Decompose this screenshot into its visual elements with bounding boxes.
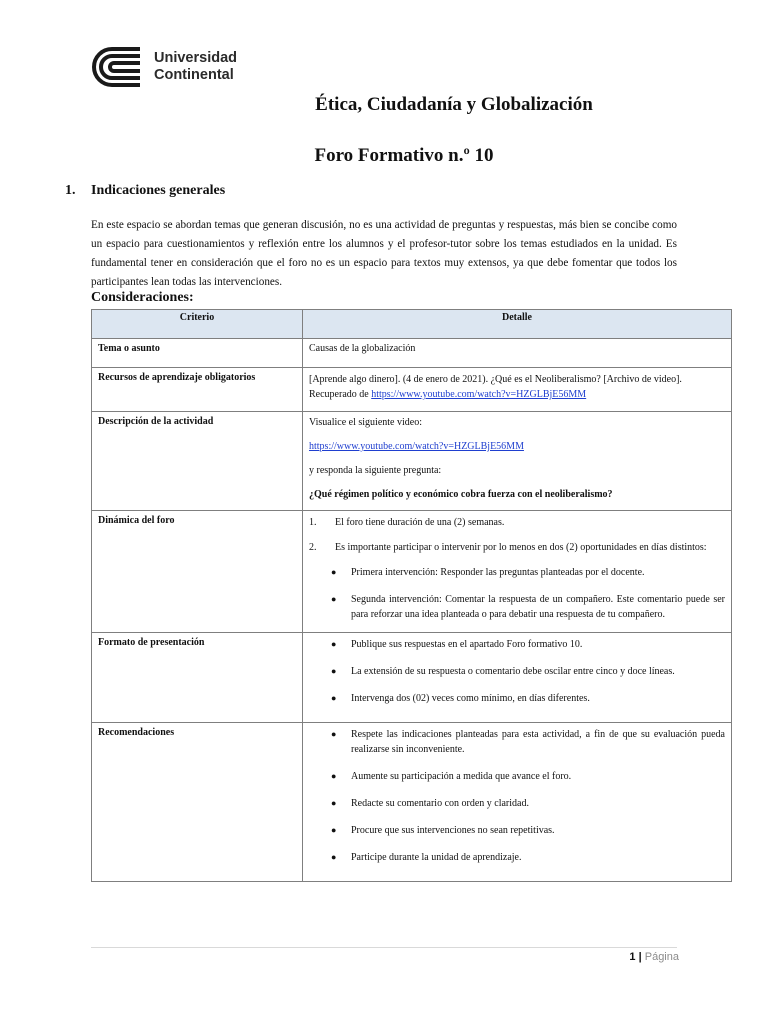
bullet-text: Primera intervención: Responder las preguntas planteadas por el docente.	[351, 567, 645, 578]
table-row	[92, 511, 732, 633]
item-text: Es importante participar o intervenir por lo menos en dos (2) oportunidades en días distintos:	[335, 542, 707, 553]
university-logo-icon	[90, 45, 146, 89]
instruction-text: Visualice el siguiente video:	[309, 417, 422, 428]
table-row	[92, 368, 732, 412]
bullet-icon: ●	[331, 798, 337, 808]
bullet-text: Aumente su participación a medida que avance el foro.	[351, 771, 572, 782]
bullet-icon: ●	[331, 771, 337, 781]
criterio-cell: Tema o asunto	[92, 339, 303, 368]
bullet-icon: ●	[331, 825, 337, 835]
header-criterio: Criterio	[92, 310, 303, 339]
considerations-table	[91, 309, 732, 882]
header-detalle: Detalle	[303, 310, 732, 339]
item-text: El foro tiene duración de una (2) semanas.	[335, 517, 505, 528]
item-number: 1.	[309, 517, 317, 528]
page-label: Página	[644, 951, 679, 963]
table-row	[92, 633, 732, 723]
video-link[interactable]: https://www.youtube.com/watch?v=HZGLBjE56MM	[309, 441, 524, 452]
page-separator: |	[638, 951, 642, 963]
bullet-text: Intervenga dos (02) veces como mínimo, en días diferentes.	[351, 693, 590, 704]
forum-title: Foro Formativo n.º 10	[314, 145, 494, 166]
bullet-text: Respete las indicaciones planteadas para esta actividad, a fin de que su evaluación pueda realizarse sin inconveniente.	[351, 729, 725, 755]
considerations-label: Consideraciones:	[91, 290, 194, 305]
bullet-text: La extensión de su respuesta o comentario debe oscilar entre cinco y doce líneas.	[351, 666, 675, 677]
bullet-item	[331, 823, 725, 838]
detalle-cell	[303, 511, 732, 633]
bullet-item	[331, 796, 725, 811]
logo-line-1: Universidad	[154, 50, 237, 66]
bullet-item	[331, 592, 725, 622]
bullet-text: Participe durante la unidad de aprendizaje.	[351, 852, 522, 863]
bullet-text: Procure que sus intervenciones no sean repetitivas.	[351, 825, 555, 836]
table-header-row	[92, 310, 732, 339]
bullet-icon: ●	[331, 729, 337, 739]
bullet-text: Segunda intervención: Comentar la respuesta de un compañero. Este comentario puede ser para reforzar una idea planteada o para debatir una respuesta de tu compañero.	[351, 594, 725, 620]
bullet-icon: ●	[331, 594, 337, 604]
logo-text	[154, 50, 237, 84]
criterio-cell: Formato de presentación	[92, 633, 303, 723]
table-row	[92, 723, 732, 882]
resource-link[interactable]: https://www.youtube.com/watch?v=HZGLBjE56MM	[371, 389, 587, 400]
footer-divider	[91, 947, 677, 948]
bullet-item	[331, 850, 725, 865]
bullet-item	[331, 565, 725, 580]
item-number: 2.	[309, 542, 317, 553]
bullet-text: Publique sus respuestas en el apartado Foro formativo 10.	[351, 639, 583, 650]
logo-line-2: Continental	[154, 67, 234, 83]
detalle-cell: Causas de la globalización	[303, 339, 732, 368]
bullet-icon: ●	[331, 852, 337, 862]
university-logo	[90, 44, 250, 90]
list-item	[309, 515, 725, 530]
criterio-cell: Dinámica del foro	[92, 511, 303, 633]
table-row	[92, 339, 732, 368]
page-footer	[629, 951, 679, 963]
section-heading	[65, 183, 225, 199]
instruction-text: y responda la siguiente pregunta:	[309, 465, 442, 476]
detalle-cell	[303, 723, 732, 882]
bullet-icon: ●	[331, 639, 337, 649]
detalle-cell	[303, 633, 732, 723]
bullet-item	[331, 691, 725, 706]
bullet-icon: ●	[331, 693, 337, 703]
list-item	[309, 540, 725, 555]
detalle-cell	[303, 368, 732, 412]
course-title: Ética, Ciudadanía y Globalización	[315, 94, 593, 115]
resource-text: [Aprende algo dinero]. (4 de enero de 2021). ¿Qué es el Neoliberalismo? [Archivo de video]. Recuperado de	[309, 374, 682, 400]
page-number: 1	[629, 951, 636, 963]
detalle-cell	[303, 412, 732, 511]
criterio-cell: Recursos de aprendizaje obligatorios	[92, 368, 303, 412]
criterio-cell: Recomendaciones	[92, 723, 303, 882]
bullet-icon: ●	[331, 666, 337, 676]
section-title: Indicaciones generales	[91, 183, 226, 198]
bullet-item	[331, 727, 725, 757]
table-row	[92, 412, 732, 511]
criterio-cell: Descripción de la actividad	[92, 412, 303, 511]
bullet-item	[331, 769, 725, 784]
intro-paragraph: En este espacio se abordan temas que generan discusión, no es una actividad de preguntas y respuestas, más bien se concibe como un espacio para cuestionamientos y reflexión entre los alumnos y el profesor-tutor sobre los temas estudiados en la unidad. Es fundamental tener en consideración que el foro no es un espacio para textos muy extensos, ya que debe fomentar que todos los participantes lean todas las intervenciones.	[91, 219, 677, 288]
bullet-item	[331, 664, 725, 679]
forum-question: ¿Qué régimen político y económico cobra fuerza con el neoliberalismo?	[309, 489, 613, 500]
bullet-icon: ●	[331, 567, 337, 577]
bullet-text: Redacte su comentario con orden y claridad.	[351, 798, 529, 809]
bullet-item	[331, 637, 725, 652]
section-number: 1.	[65, 183, 76, 198]
